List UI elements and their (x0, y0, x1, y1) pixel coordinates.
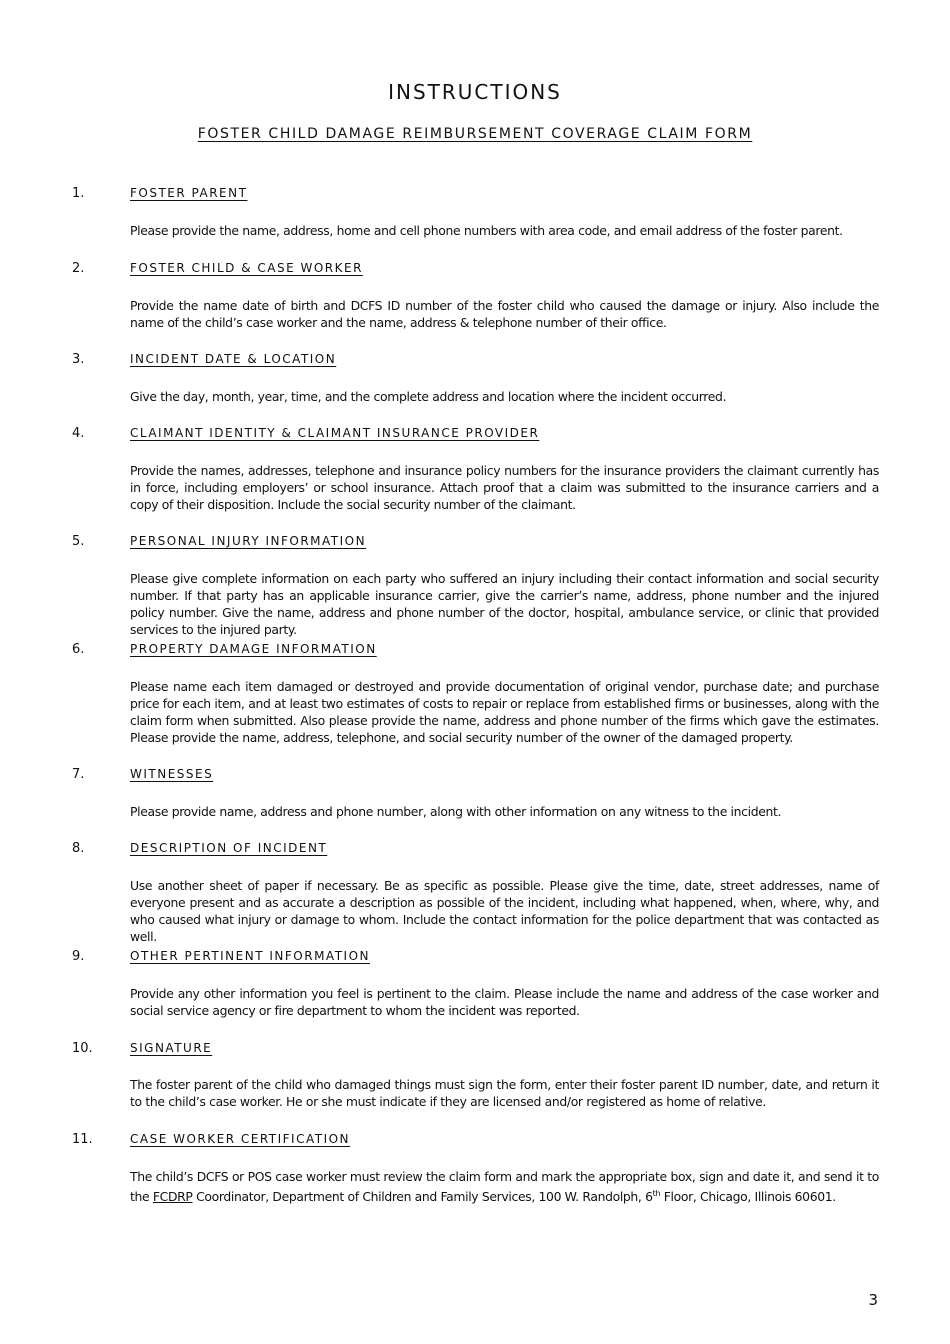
section-number: 6. (72, 642, 85, 657)
section-body: Please give complete information on each party who suffered an injury including their contact information and social security number. If that party has an applicable insurance carrier, give the carrier’s name, address, phone number and the injured policy number. Give the name, address and phone number of the doctor, hospital, ambulance service, or clinic that provided services to the injured party. (130, 571, 879, 637)
section-heading-other-info: OTHER PERTINENT INFORMATION (130, 949, 370, 963)
section-heading-incident-date: INCIDENT DATE & LOCATION (130, 352, 337, 366)
form-subtitle: FOSTER CHILD DAMAGE REIMBURSEMENT COVERAGE CLAIM FORM (197, 126, 753, 142)
section-body: Please name each item damaged or destroyed and provide documentation of original vendor, purchase date; and purchase price for each item, and at least two estimates of costs to repair or replace from established firms or businesses, along with the claim form when submitted. Also please provide the name, address and phone number of the firms which gave the estimates. Please provide the name, address, telephone, and social security number of the owner of the damaged property. (130, 679, 879, 745)
section-heading-foster-parent: FOSTER PARENT (130, 186, 248, 200)
section-heading-signature: SIGNATURE (130, 1041, 213, 1055)
page-number: 3 (868, 1291, 878, 1309)
section-body: The child’s DCFS or POS case worker must review the claim form and mark the appropriate box, sign and date it, and send it to the FCDRP Coordinator, Department of Children and Family Services, 100 W. Randolph, 6th Floor, Chicago, Illinois 60601. (130, 1169, 879, 1205)
section-number: 11. (72, 1132, 93, 1147)
section-heading-claimant-identity: CLAIMANT IDENTITY & CLAIMANT INSURANCE PROVIDER (130, 426, 540, 440)
section-heading-foster-child: FOSTER CHILD & CASE WORKER (130, 261, 363, 275)
section-body: Give the day, month, year, time, and the complete address and location where the incident occurred. (130, 389, 727, 404)
section-heading-description: DESCRIPTION OF INCIDENT (130, 841, 328, 855)
section-number: 1. (72, 186, 85, 201)
section-heading-witnesses: WITNESSES (130, 767, 214, 781)
fcdrp-text: FCDRP (152, 1189, 193, 1205)
section-number: 3. (72, 352, 85, 367)
section-number: 8. (72, 841, 85, 856)
section-body: The foster parent of the child who damaged things must sign the form, enter their foster parent ID number, date, and return it to the child’s case worker. He or she must indicate if they are licensed and/or registered as home of relative. (130, 1077, 879, 1109)
section-body: Use another sheet of paper if necessary. Be as specific as possible. Please give the time, date, street addresses, name of everyone present and as accurate a description as possible of the incident, including what happened, when, where, why, and who caused what injury or damage to whom. Include the contact information for the police department that was contacted as well. (130, 878, 879, 944)
section-number: 5. (72, 534, 85, 549)
section-body: Provide the name date of birth and DCFS ID number of the foster child who caused the damage or injury. Also include the name of the child’s case worker and the name, address & telephone number of their office. (130, 298, 879, 330)
section-number: 2. (72, 261, 85, 276)
section-number: 9. (72, 949, 85, 964)
section-heading-case-worker-certification: CASE WORKER CERTIFICATION (130, 1132, 351, 1146)
section-body: Please provide name, address and phone number, along with other information on any witness to the incident. (130, 804, 782, 819)
section-number: 7. (72, 767, 85, 782)
section-body: Provide the names, addresses, telephone and insurance policy numbers for the insurance providers the claimant currently has in force, including employers’ or school insurance. Attach proof that a claim was submitted to the insurance carriers and a copy of their disposition. Include the social security number of the claimant. (130, 463, 879, 512)
section-heading-property-damage: PROPERTY DAMAGE INFORMATION (130, 642, 377, 656)
section-heading-personal-injury: PERSONAL INJURY INFORMATION (130, 534, 367, 548)
section-body: Provide any other information you feel is pertinent to the claim. Please include the name and address of the case worker and social service agency or fire department to whom the incident was reported. (130, 986, 879, 1018)
section-number: 10. (72, 1041, 93, 1056)
section-body: Please provide the name, address, home and cell phone numbers with area code, and email address of the foster parent. (130, 223, 843, 238)
page-title: INSTRUCTIONS (388, 80, 562, 104)
section-number: 4. (72, 426, 85, 441)
